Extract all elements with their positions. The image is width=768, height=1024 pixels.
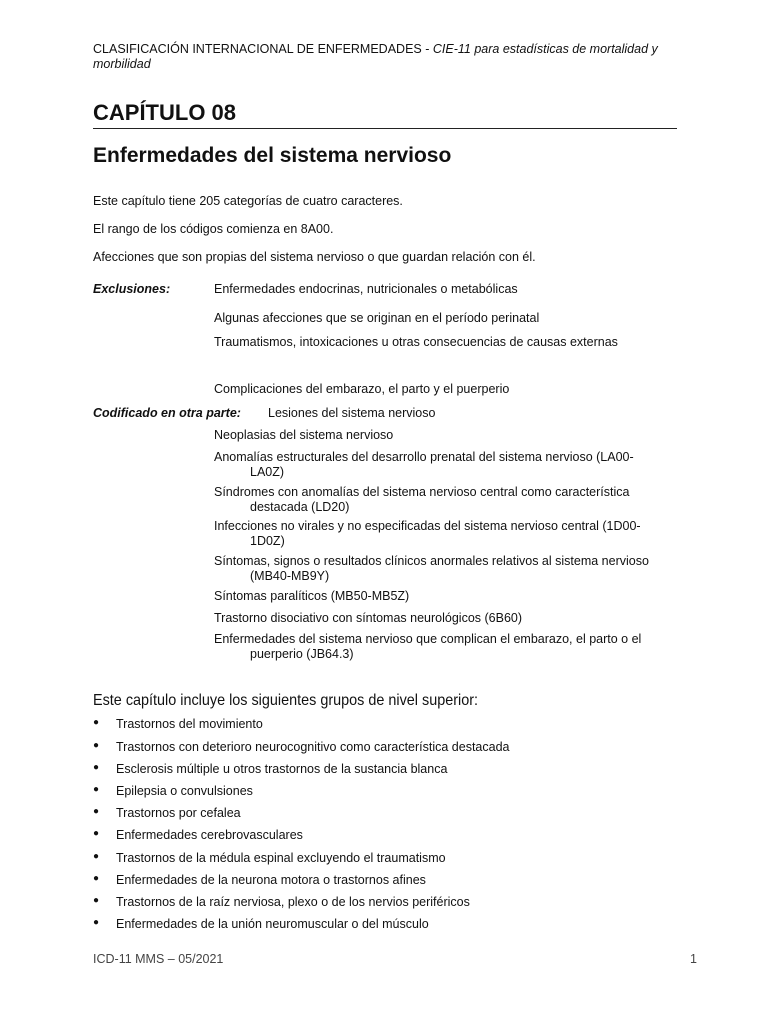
coded-elsewhere-item [214,428,664,443]
item-line: Trastorno disociativo con síntomas neurológicos (6B60) [214,611,523,625]
bullet-icon: ● [93,828,100,839]
running-header [93,42,683,72]
coded-elsewhere-item: Lesiones del sistema nervioso [268,406,436,420]
bullet-icon: ● [93,762,100,773]
item-continuation: 1D0Z) [250,534,285,548]
bullet-icon: ● [93,873,100,884]
chapter-rule [93,128,677,129]
item-line: Neoplasias del sistema nervioso [214,428,394,442]
bullet-icon: ● [93,851,100,862]
bullet-icon: ● [93,895,100,906]
item-continuation: destacada (LD20) [250,500,350,514]
coded-elsewhere-item [214,632,664,662]
intro-paragraph: El rango de los códigos comienza en 8A00. [93,222,334,236]
coded-elsewhere-item [214,554,664,584]
item-line: Infecciones no virales y no especificadas del sistema nervioso central (1D00- [214,519,641,533]
header-text: CLASIFICACIÓN INTERNACIONAL DE ENFERMEDADES - [93,42,433,56]
bullet-icon: ● [93,740,100,751]
item-line: Anomalías estructurales del desarrollo prenatal del sistema nervioso (LA00- [214,450,634,464]
coded-elsewhere-item [214,589,664,604]
bullet-icon: ● [93,806,100,817]
coded-elsewhere-label: Codificado en otra parte: [93,406,241,420]
chapter-heading: CAPÍTULO 08 [93,100,237,125]
intro-paragraph: Este capítulo tiene 205 categorías de cuatro caracteres. [93,194,403,208]
item-continuation: (MB40-MB9Y) [250,569,330,583]
bullet-icon: ● [93,917,100,928]
exclusion-item: Enfermedades endocrinas, nutricionales o metabólicas [214,282,518,296]
coded-elsewhere-item [214,519,664,549]
bullet-icon: ● [93,784,100,795]
item-line: Síntomas paralíticos (MB50-MB5Z) [214,589,410,603]
header-italic: CIE-11 para estadísticas de mortalidad y morbilidad [93,42,658,71]
exclusion-item: Algunas afecciones que se originan en el período perinatal [214,311,540,325]
exclusion-item: Complicaciones del embarazo, el parto y el puerperio [214,382,510,396]
item-line: Síntomas, signos o resultados clínicos anormales relativos al sistema nervioso [214,554,649,568]
coded-elsewhere-item [214,485,664,515]
exclusion-item: Traumatismos, intoxicaciones u otras consecuencias de causas externas [214,335,618,349]
coded-elsewhere-item [214,611,664,626]
page-number: 1 [690,952,697,966]
item-continuation: puerperio (JB64.3) [250,647,354,661]
intro-paragraph: Afecciones que son propias del sistema nervioso o que guardan relación con él. [93,250,536,264]
footer-version: ICD-11 MMS – 05/2021 [93,952,224,966]
coded-elsewhere-item [214,450,664,480]
bullet-icon: ● [93,717,100,728]
item-line: Enfermedades del sistema nervioso que complican el embarazo, el parto o el [214,632,642,646]
item-line: Síndromes con anomalías del sistema nervioso central como característica [214,485,630,499]
groups-heading: Este capítulo incluye los siguientes grupos de nivel superior: [93,692,479,709]
page-title: Enfermedades del sistema nervioso [93,144,452,167]
exclusions-label: Exclusiones: [93,282,171,296]
item-continuation: LA0Z) [250,465,285,479]
